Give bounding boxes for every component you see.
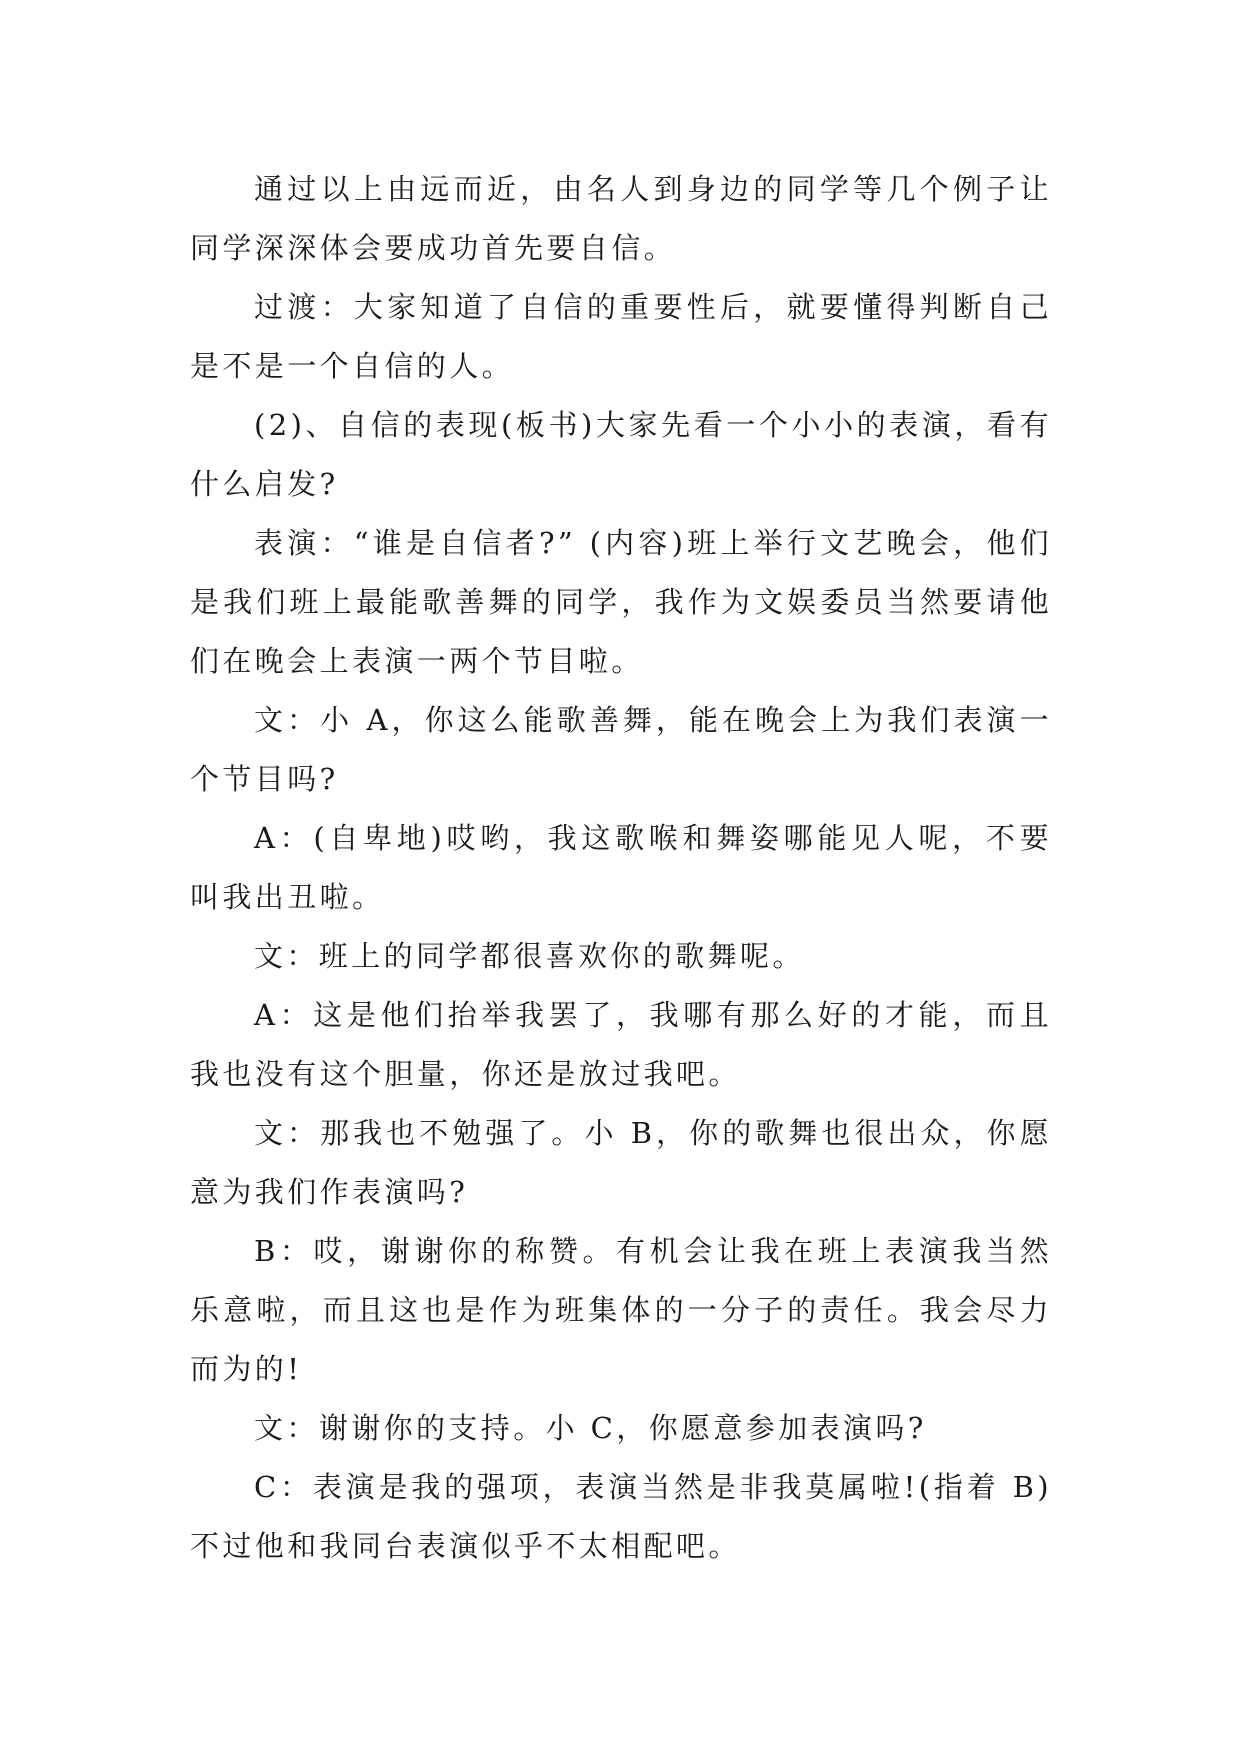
dialogue-line: A：(自卑地)哎哟，我这歌喉和舞姿哪能见人呢，不要叫我出丑啦。 bbox=[190, 821, 1052, 914]
dialogue-line: 文：小 A，你这么能歌善舞，能在晚会上为我们表演一个节目吗? bbox=[190, 703, 1052, 796]
document-body bbox=[190, 160, 1052, 1576]
dialogue-line: 文：谢谢你的支持。小 C，你愿意参加表演吗? bbox=[254, 1411, 927, 1445]
dialogue-line: B：哎，谢谢你的称赞。有机会让我在班上表演我当然乐意啦，而且这也是作为班集体的一分子的责任。我会尽力而为的! bbox=[190, 1234, 1052, 1386]
paragraph-performance-intro: 表演：“谁是自信者?” (内容)班上举行文艺晚会，他们是我们班上最能歌善舞的同学，我作为文娱委员当然要请他们在晚会上表演一两个节目啦。 bbox=[190, 526, 1052, 678]
dialogue-line: C：表演是我的强项，表演当然是非我莫属啦!(指着 B)不过他和我同台表演似乎不太相配吧。 bbox=[190, 1470, 1052, 1563]
dialogue-line: 文：那我也不勉强了。小 B，你的歌舞也很出众，你愿意为我们作表演吗? bbox=[190, 1116, 1052, 1209]
dialogue-line: A：这是他们抬举我罢了，我哪有那么好的才能，而且我也没有这个胆量，你还是放过我吧。 bbox=[190, 998, 1052, 1091]
paragraph-section-2: (2)、自信的表现(板书)大家先看一个小小的表演，看有什么启发? bbox=[190, 408, 1052, 501]
paragraph-transition: 过渡：大家知道了自信的重要性后，就要懂得判断自己是不是一个自信的人。 bbox=[190, 290, 1052, 383]
dialogue-line: 文：班上的同学都很喜欢你的歌舞呢。 bbox=[254, 939, 805, 973]
paragraph-summary: 通过以上由远而近，由名人到身边的同学等几个例子让同学深深体会要成功首先要自信。 bbox=[190, 172, 1052, 265]
